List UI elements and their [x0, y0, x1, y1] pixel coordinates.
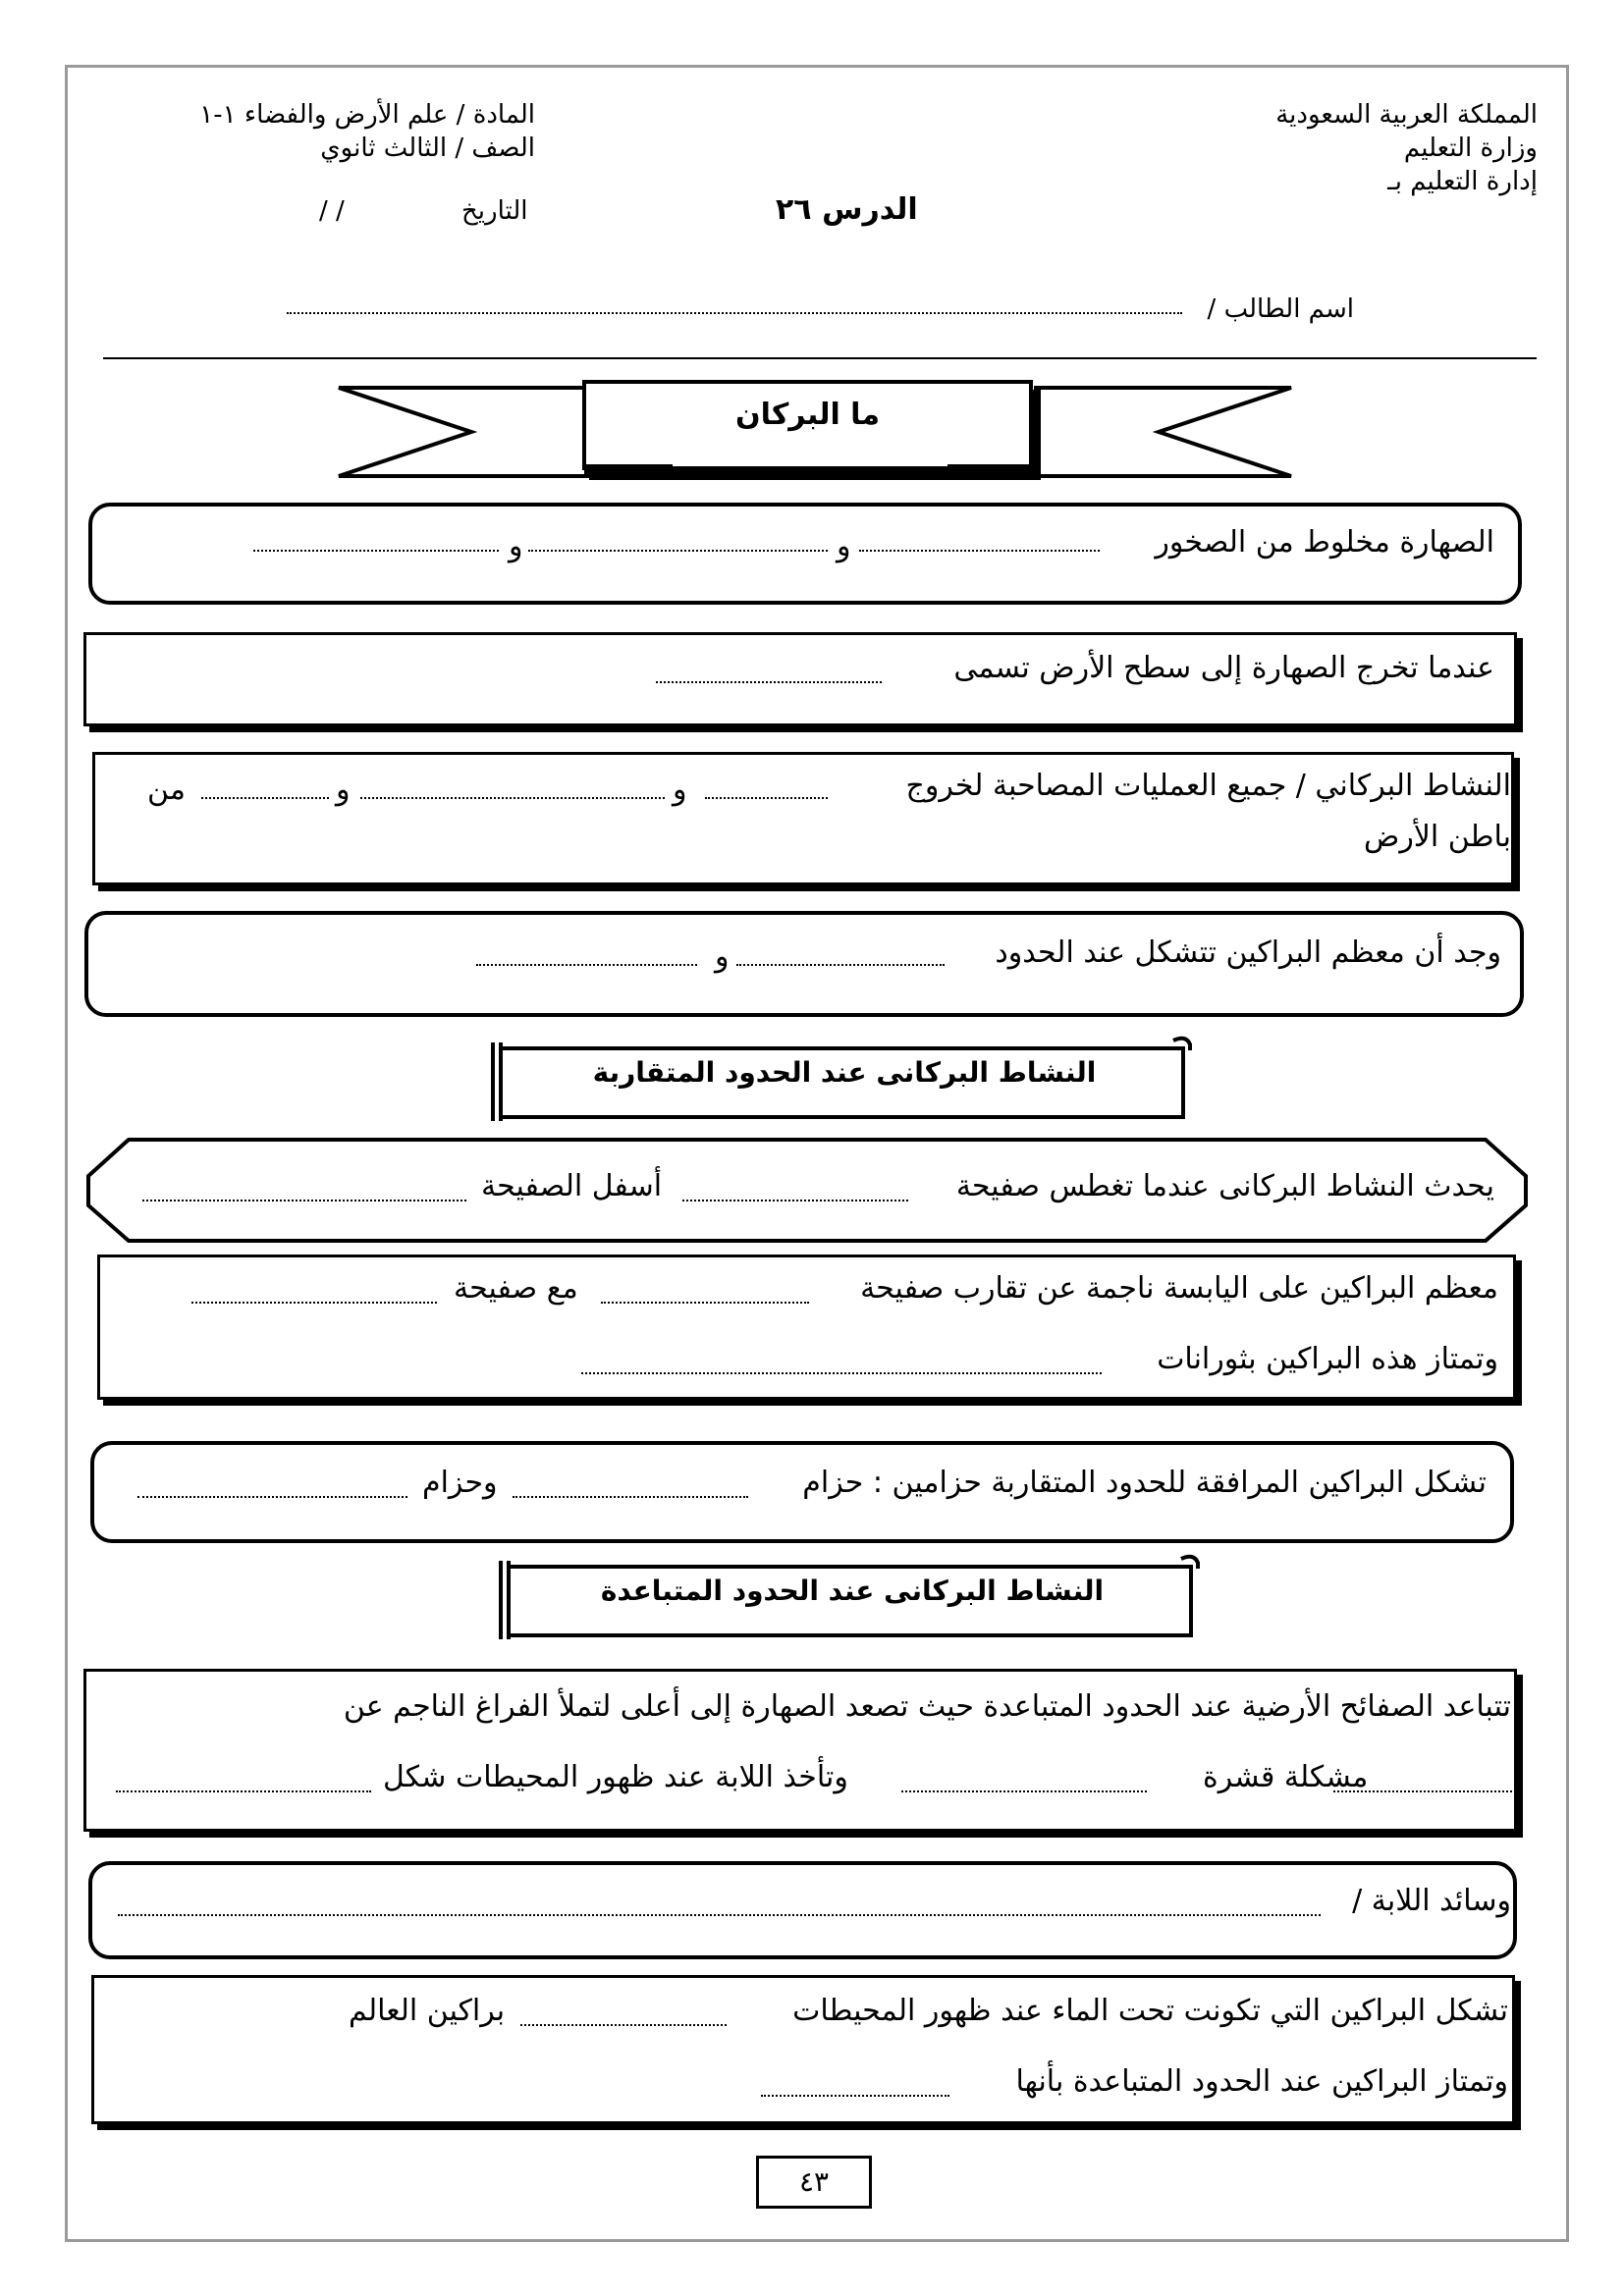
section2-title: النشاط البركانى عند الحدود المتباعدة: [600, 1575, 1105, 1607]
q8-blank-2[interactable]: [901, 1790, 1147, 1792]
q4-blank-1[interactable]: [736, 964, 945, 966]
q6-blank-2[interactable]: [191, 1302, 437, 1304]
q3-blank-1[interactable]: [705, 797, 828, 799]
q6-with: مع صفيحة: [454, 1271, 578, 1306]
q6-line2: وتمتاز هذه البراكين بثورانات: [1157, 1342, 1498, 1376]
q6-blank-3[interactable]: [581, 1372, 1102, 1374]
q2-blank[interactable]: [656, 681, 882, 683]
q1-prefix: الصهارة مخلوط من الصخور: [1155, 525, 1494, 560]
directorate-name: إدارة التعليم بـ: [1387, 167, 1538, 196]
banner-title: ما البركان: [734, 398, 881, 432]
q6-line1: معظم البراكين على اليابسة ناجمة عن تقارب صفيحة: [860, 1271, 1498, 1306]
header-left: [103, 98, 535, 165]
q1-blank-1[interactable]: [859, 550, 1100, 552]
lesson-title: الدرس ٢٦: [776, 192, 918, 227]
q9-blank[interactable]: [118, 1914, 1321, 1916]
q3-from: من: [147, 773, 186, 807]
q3-line1: النشاط البركاني / جميع العمليات المصاحبة لخروج: [905, 769, 1511, 803]
student-name-label: اسم الطالب /: [1207, 294, 1354, 324]
section1-title: النشاط البركانى عند الحدود المتقاربة: [592, 1056, 1097, 1089]
question-box-9: [88, 1861, 1517, 1959]
header-right: [1275, 98, 1538, 198]
q3-blank-3[interactable]: [201, 797, 329, 799]
q8-part2a: مشكلة قشرة: [1203, 1760, 1369, 1794]
q3-and-2: و: [336, 773, 351, 807]
q6-blank-1[interactable]: [601, 1302, 809, 1304]
q3-line2: باطن الأرض: [1364, 820, 1511, 854]
q8-part2b: وتأخذ اللابة عند ظهور المحيطات شكل: [383, 1760, 848, 1794]
student-name-field[interactable]: [287, 312, 1182, 314]
q7-blank-2[interactable]: [137, 1496, 407, 1498]
q5-blank-2[interactable]: [142, 1200, 466, 1201]
q10-line1a: تشكل البراكين التي تكونت تحت الماء عند ظهور المحيطات: [792, 1994, 1508, 2028]
q7-blank-1[interactable]: [513, 1496, 748, 1498]
q4-text: وجد أن معظم البراكين تتشكل عند الحدود: [995, 935, 1501, 970]
q10-line2: وتمتاز البراكين عند الحدود المتباعدة بأنها: [1015, 2064, 1508, 2099]
kingdom-name: المملكة العربية السعودية: [1275, 100, 1538, 130]
q9-text: وسائد اللابة /: [1352, 1884, 1511, 1918]
q7-and: وحزام: [422, 1466, 498, 1500]
q7-prefix: تشكل البراكين المرافقة للحدود المتقاربة حزامين : حزام: [802, 1466, 1487, 1500]
header-divider: [103, 357, 1537, 359]
date-label: التاريخ: [461, 196, 528, 226]
q8-blank-3[interactable]: [116, 1790, 371, 1792]
q2-text: عندما تخرج الصهارة إلى سطح الأرض تسمى: [953, 651, 1494, 685]
subject-line: المادة / علم الأرض والفضاء ١-١: [199, 100, 535, 130]
q4-and: و: [715, 939, 730, 974]
q3-blank-2[interactable]: [360, 797, 665, 799]
q10-line1b: براكين العالم: [349, 1994, 506, 2028]
q1-blank-2[interactable]: [528, 550, 828, 552]
q5-suffix: أسفل الصفيحة: [481, 1169, 663, 1203]
q3-and-1: و: [673, 773, 687, 807]
q5-blank-1[interactable]: [682, 1200, 908, 1201]
q5-prefix: يحدث النشاط البركانى عندما تغطس صفيحة: [955, 1169, 1494, 1203]
q8-line1: تتباعد الصفائح الأرضية عند الحدود المتباعدة حيث تصعد الصهارة إلى أعلى لتملأ الفراغ الناجم عن: [343, 1689, 1511, 1724]
q4-blank-2[interactable]: [476, 964, 697, 966]
q1-and-2: و: [509, 529, 523, 563]
q10-blank-1[interactable]: [520, 2024, 727, 2026]
banner-ribbon: [334, 378, 1296, 486]
q1-blank-3[interactable]: [253, 550, 499, 552]
grade-line: الصف / الثالث ثانوي: [320, 133, 535, 163]
q1-and-1: و: [837, 529, 851, 563]
page-number: ٤٣: [756, 2156, 872, 2209]
ministry-name: وزارة التعليم: [1403, 133, 1538, 163]
date-slashes: / /: [319, 196, 345, 226]
q10-blank-2[interactable]: [761, 2095, 949, 2097]
